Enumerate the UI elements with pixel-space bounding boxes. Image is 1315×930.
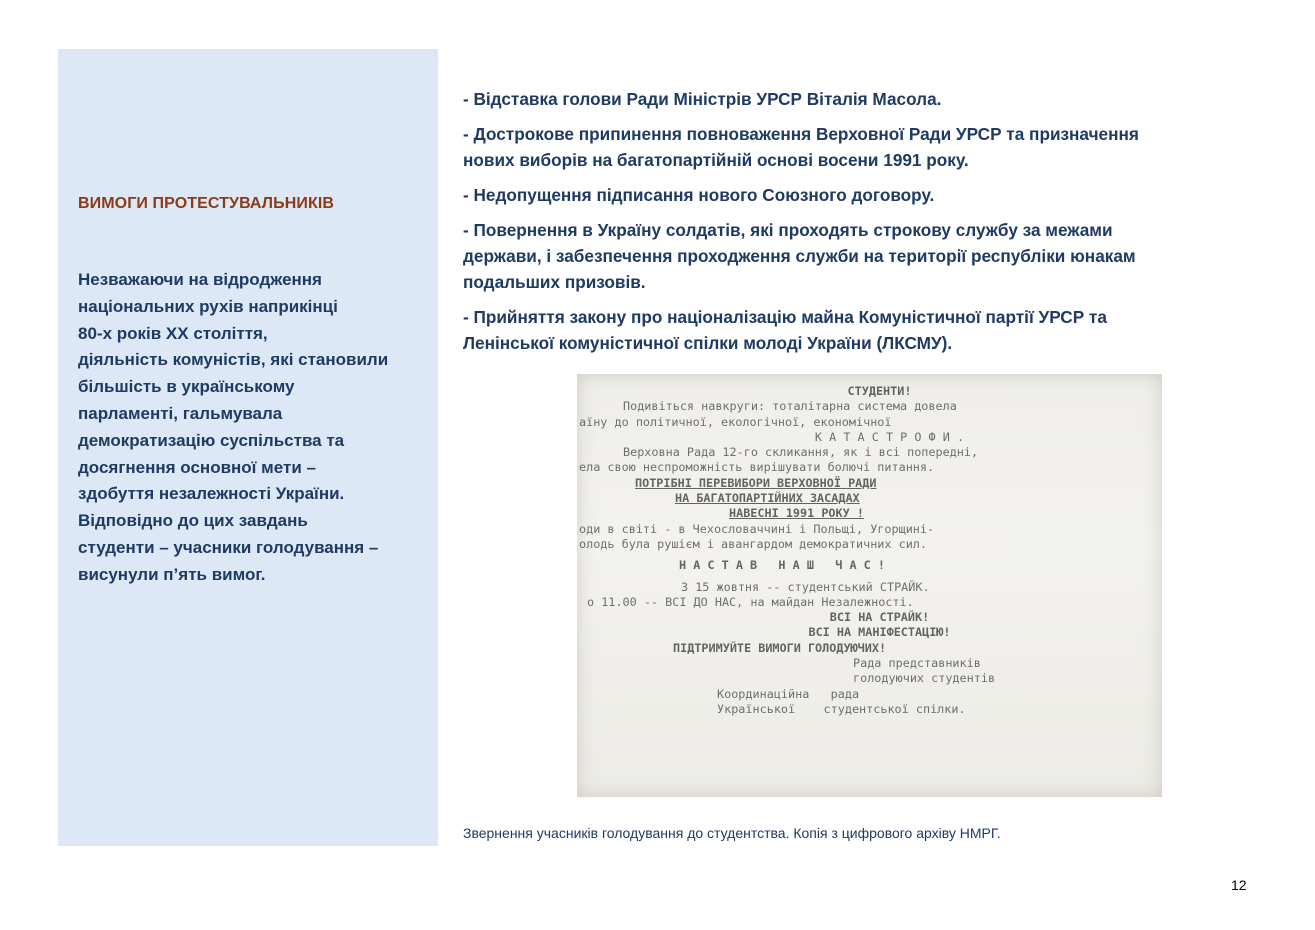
leaflet-line: аїну до політичної, екологічної, економічної [579,414,892,429]
leaflet-line: Подивіться навкруги: тоталітарна система довела [623,399,957,414]
demand-line: подальших призовів. [463,272,646,292]
sidebar-body-line: Незважаючи на відродження [78,270,322,289]
leaflet-line: Рада представників [853,656,981,671]
demand-line: держави, і забезпечення проходження служби на території республіки юнакам [463,246,1136,266]
leaflet-photo [577,374,1162,797]
leaflet-line: Н А С Т А В Н А Ш Ч А С ! [679,558,885,573]
leaflet-line: Верховна Рада 12-го скликання, як і всі попередні, [623,445,979,460]
sidebar-body-line: 80-х років ХХ століття, [78,323,268,343]
sidebar-body-line: більшість в українському [78,377,295,397]
sidebar-body-line: здобуття незалежності України. [78,484,345,504]
leaflet-line: Координаційна рада [717,686,860,701]
sidebar-body-text [78,267,428,589]
leaflet-line: оди в світі - в Чехословаччині і Польщі, Угорщині- [579,521,935,536]
demand-item [463,182,1263,208]
leaflet-line: З 15 жовтня -- студентський СТРАЙК. [681,579,930,594]
leaflet-line: НА БАГАТОПАРТІЙНИХ ЗАСАДАХ [675,491,860,506]
demand-line: - Дострокове припинення повноваження Верховної Ради УРСР та призначення [463,124,1139,144]
sidebar-heading: ВИМОГИ ПРОТЕСТУВАЛЬНИКІВ [78,195,335,212]
leaflet-line: ПІДТРИМУЙТЕ ВИМОГИ ГОЛОДУЮЧИХ! [673,640,887,655]
demand-item [463,121,1263,173]
demand-line: - Недопущення підписання нового Союзного договору. [463,185,935,205]
leaflet-line: олодь була рушієм і авангардом демократичних сил. [579,536,928,551]
leaflet-line: Української студентської спілки. [717,701,966,716]
demand-line: нових виборів на багатопартійній основі восени 1991 року. [463,150,969,170]
sidebar-body-line: діяльність комуністів, які становили [78,350,389,370]
leaflet-title: СТУДЕНТИ! [847,384,912,398]
leaflet-line: К А Т А С Т Р О Ф И . [814,429,965,444]
leaflet-line: о 11.00 -- ВСІ ДО НАС, на майдан Незалежності. [587,594,914,609]
leaflet-line: ела свою неспроможність вирішувати болючі питання. [579,460,935,475]
sidebar-body-line: демократизацію суспільства та [78,430,345,450]
demand-item [463,86,1263,112]
leaflet-text [577,384,1162,717]
sidebar-panel [58,49,438,846]
demand-line: - Відставка голови Ради Міністрів УРСР Віталія Масола. [463,89,942,109]
sidebar-body-line: висунули п’ять вимог. [78,564,266,584]
leaflet-line: ВСІ НА МАНІФЕСТАЦІЮ! [808,625,951,640]
demands-list [463,86,1263,365]
demand-line: Ленінської комуністичної спілки молоді України (ЛКСМУ). [463,333,953,353]
demand-item [463,304,1263,356]
page-number: 12 [1231,877,1247,893]
leaflet-line: ПОТРІБНІ ПЕРЕВИБОРИ ВЕРХОВНОЇ РАДИ [635,475,877,490]
demand-line: - Прийняття закону про націоналізацію майна Комуністичної партії УРСР та [463,307,1107,327]
sidebar-body-line: парламенті, гальмувала [78,403,283,423]
leaflet-line: НАВЕСНІ 1991 РОКУ ! [729,506,864,521]
sidebar-body-line: студенти – учасники голодування – [78,537,379,557]
sidebar-body-line: національних рухів наприкінці [78,296,338,316]
leaflet-line: голодуючих студентів [853,671,996,686]
demand-line: - Повернення в Україну солдатів, які проходять строкову службу за межами [463,220,1113,240]
image-caption: Звернення учасників голодування до студентства. Копія з цифрового архіву НМРГ. [463,825,1001,841]
sidebar-body-line: Відповідно до цих завдань [78,511,308,531]
leaflet-line: ВСІ НА СТРАЙК! [829,610,930,625]
sidebar-body-line: досягнення основної мети – [78,457,316,477]
demand-item [463,217,1263,295]
